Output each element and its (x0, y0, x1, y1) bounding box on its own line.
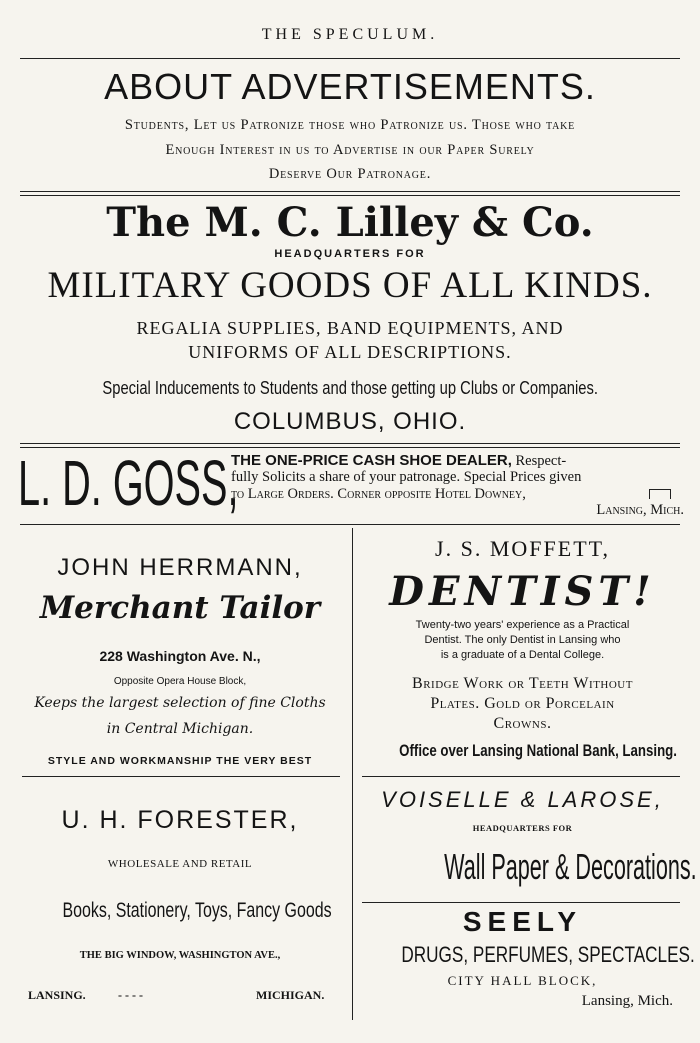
voiselle-rule (362, 902, 680, 903)
forester-wholesale: WHOLESALE AND RETAIL (107, 858, 253, 870)
goss-rule (20, 524, 680, 525)
moffett-desc-1: Twenty-two years' experience as a Practical (415, 619, 630, 631)
moffett-office-wrap (360, 741, 685, 761)
page-header: THE SPECULUM. (261, 26, 439, 43)
goss-name: L. D. GOSS, (18, 447, 239, 519)
lilley-regalia-2: UNIFORMS OF ALL DESCRIPTIONS. (188, 342, 512, 362)
forester-books: Books, Stationery, Toys, Fancy Goods (62, 899, 332, 922)
lilley-regalia-1: REGALIA SUPPLIES, BAND EQUIPMENTS, AND (136, 318, 564, 338)
herrmann-name: JOHN HERRMANN, (57, 554, 303, 581)
about-rule-thin (20, 195, 680, 196)
moffett-bridge-2: Plates. Gold or Porcelain (430, 695, 615, 712)
goss-line-4: Lansing, Mich. (596, 502, 684, 518)
about-rule (20, 191, 680, 192)
goss-line-2: fully Solicits a share of your patronage. Special Prices given (231, 469, 582, 485)
about-heading: ABOUT ADVERTISEMENTS. (104, 66, 596, 107)
moffett-name: J. S. MOFFETT, (435, 536, 610, 561)
herrmann-trade: Merchant Tailor (39, 590, 321, 626)
forester-name: U. H. FORESTER, (61, 806, 299, 834)
goss-line-3: to Large Orders. Corner opposite Hotel Downey, (231, 486, 526, 502)
moffett-rule (362, 776, 680, 777)
moffett-bridge-3: Crowns. (493, 715, 552, 732)
lilley-city: COLUMBUS, OHIO. (233, 408, 467, 435)
herrmann-style: STYLE AND WORKMANSHIP THE VERY BEST (47, 755, 313, 767)
pointing-hand-icon (649, 489, 671, 499)
seely-drugs: DRUGS, PERFUMES, SPECTACLES. (401, 942, 695, 967)
lilley-military: MILITARY GOODS OF ALL KINDS. (47, 265, 653, 306)
lilley-headquarters: HEADQUARTERS FOR (274, 248, 426, 260)
goss-line-1-rest: Respect- (511, 453, 567, 469)
forester-books-wrap (20, 899, 340, 923)
voiselle-goods: Wall Paper & Decorations. (444, 846, 697, 887)
goss-line-1 (231, 452, 686, 470)
voiselle-goods-wrap (360, 846, 697, 894)
goss-line-3-wrap (231, 486, 686, 503)
seely-name: SEELY (462, 906, 583, 937)
goss-line-1-bold: THE ONE-PRICE CASH SHOE DEALER, (231, 452, 512, 469)
forester-city: LANSING. (28, 988, 86, 1002)
seely-block: CITY HALL BLOCK, (447, 973, 598, 988)
voiselle-headquarters: HEADQUARTERS FOR (472, 823, 573, 833)
goss-name-box (18, 447, 239, 519)
seely-city: Lansing, Mich. (581, 993, 673, 1009)
forester-window: THE BIG WINDOW, WASHINGTON AVE., (79, 950, 281, 961)
moffett-bridge-1: Bridge Work or Teeth Without (412, 675, 633, 692)
column-divider (352, 528, 353, 1020)
forester-dashes: - - - - (118, 988, 143, 1002)
lilley-rule (20, 443, 680, 444)
about-line-3: Deserve Our Patronage. (268, 166, 432, 182)
lilley-special: Special Inducements to Students and those getting up Clubs or Companies. (102, 378, 598, 398)
lilley-special-wrap (0, 378, 700, 399)
moffett-title: DENTIST! (389, 568, 656, 615)
voiselle-name: VOISELLE & LAROSE, (381, 787, 664, 812)
moffett-office: Office over Lansing National Bank, Lansing. (399, 741, 677, 760)
herrmann-keeps-1: Keeps the largest selection of fine Cloths (34, 695, 326, 711)
herrmann-address: 228 Washington Ave. N., (99, 648, 261, 664)
moffett-desc-3: is a graduate of a Dental College. (440, 649, 605, 661)
seely-drugs-wrap (360, 942, 695, 968)
about-line-2: Enough Interest in us to Advertise in our Paper Surely (165, 142, 535, 158)
lilley-name: The M. C. Lilley & Co. (106, 199, 594, 246)
forester-state: MICHIGAN. (256, 988, 325, 1002)
about-line-1: Students, Let us Patronize those who Patronize us. Those who take (124, 117, 576, 133)
herrmann-opposite: Opposite Opera House Block, (113, 676, 247, 687)
herrmann-keeps-2: in Central Michigan. (106, 721, 254, 737)
header-rule (20, 58, 680, 59)
moffett-desc-2: Dentist. The only Dentist in Lansing who (424, 634, 621, 646)
herrmann-rule (22, 776, 340, 777)
